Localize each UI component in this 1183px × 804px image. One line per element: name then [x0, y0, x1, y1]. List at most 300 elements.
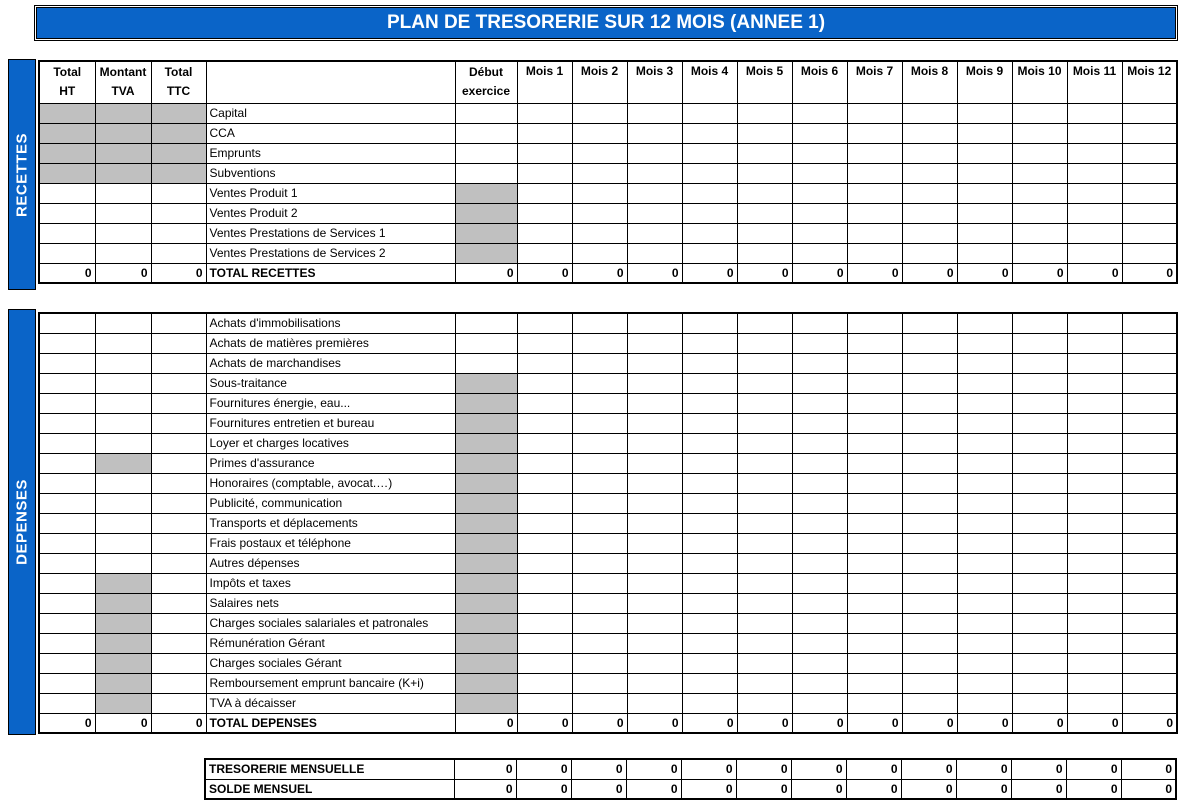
- depenses-cell-month-8[interactable]: [902, 533, 957, 553]
- depenses-cell-month-2[interactable]: [572, 373, 627, 393]
- recettes-cell-month-1[interactable]: [517, 163, 572, 183]
- depenses-cell-month-4[interactable]: [682, 473, 737, 493]
- depenses-cell-month-3[interactable]: [627, 553, 682, 573]
- depenses-cell-month-4[interactable]: [682, 693, 737, 713]
- depenses-cell-month-6[interactable]: [792, 413, 847, 433]
- recettes-cell-month-9[interactable]: [957, 243, 1012, 263]
- depenses-cell-month-9[interactable]: [957, 313, 1012, 333]
- recettes-cell-month-9[interactable]: [957, 203, 1012, 223]
- depenses-cell-ht[interactable]: [39, 333, 95, 353]
- depenses-cell-month-11[interactable]: [1067, 613, 1122, 633]
- depenses-cell-month-6[interactable]: [792, 313, 847, 333]
- recettes-cell-month-12[interactable]: [1122, 123, 1177, 143]
- depenses-cell-month-12[interactable]: [1122, 433, 1177, 453]
- depenses-cell-debut[interactable]: [455, 553, 517, 573]
- depenses-cell-month-12[interactable]: [1122, 533, 1177, 553]
- depenses-cell-month-9[interactable]: [957, 333, 1012, 353]
- recettes-cell-month-12[interactable]: [1122, 163, 1177, 183]
- depenses-cell-month-9[interactable]: [957, 593, 1012, 613]
- depenses-cell-month-9[interactable]: [957, 393, 1012, 413]
- recettes-cell-ht[interactable]: [39, 203, 95, 223]
- depenses-cell-month-6[interactable]: [792, 473, 847, 493]
- depenses-cell-month-9[interactable]: [957, 473, 1012, 493]
- depenses-cell-month-4[interactable]: [682, 633, 737, 653]
- depenses-cell-month-4[interactable]: [682, 393, 737, 413]
- depenses-cell-month-4[interactable]: [682, 553, 737, 573]
- depenses-cell-month-6[interactable]: [792, 493, 847, 513]
- recettes-cell-month-1[interactable]: [517, 243, 572, 263]
- depenses-cell-month-3[interactable]: [627, 313, 682, 333]
- depenses-cell-month-2[interactable]: [572, 593, 627, 613]
- depenses-cell-month-3[interactable]: [627, 573, 682, 593]
- depenses-cell-tva[interactable]: [95, 473, 151, 493]
- depenses-cell-month-6[interactable]: [792, 553, 847, 573]
- recettes-cell-month-9[interactable]: [957, 143, 1012, 163]
- depenses-cell-ttc[interactable]: [151, 653, 206, 673]
- recettes-cell-month-6[interactable]: [792, 123, 847, 143]
- depenses-cell-ttc[interactable]: [151, 633, 206, 653]
- depenses-cell-month-8[interactable]: [902, 413, 957, 433]
- depenses-cell-month-8[interactable]: [902, 373, 957, 393]
- depenses-cell-ttc[interactable]: [151, 593, 206, 613]
- recettes-cell-month-5[interactable]: [737, 163, 792, 183]
- depenses-cell-ttc[interactable]: [151, 333, 206, 353]
- depenses-cell-tva[interactable]: [95, 453, 151, 473]
- recettes-cell-month-12[interactable]: [1122, 243, 1177, 263]
- depenses-cell-ht[interactable]: [39, 533, 95, 553]
- depenses-cell-month-4[interactable]: [682, 573, 737, 593]
- depenses-cell-month-1[interactable]: [517, 593, 572, 613]
- depenses-cell-month-3[interactable]: [627, 613, 682, 633]
- depenses-cell-month-4[interactable]: [682, 593, 737, 613]
- depenses-cell-month-10[interactable]: [1012, 613, 1067, 633]
- recettes-cell-month-12[interactable]: [1122, 103, 1177, 123]
- depenses-cell-month-10[interactable]: [1012, 413, 1067, 433]
- depenses-cell-month-3[interactable]: [627, 633, 682, 653]
- recettes-cell-month-10[interactable]: [1012, 163, 1067, 183]
- depenses-cell-tva[interactable]: [95, 573, 151, 593]
- recettes-cell-month-3[interactable]: [627, 103, 682, 123]
- depenses-cell-month-12[interactable]: [1122, 553, 1177, 573]
- recettes-cell-month-1[interactable]: [517, 203, 572, 223]
- depenses-cell-month-7[interactable]: [847, 493, 902, 513]
- recettes-cell-month-4[interactable]: [682, 223, 737, 243]
- depenses-cell-tva[interactable]: [95, 653, 151, 673]
- depenses-cell-month-12[interactable]: [1122, 613, 1177, 633]
- depenses-cell-month-7[interactable]: [847, 393, 902, 413]
- recettes-cell-month-6[interactable]: [792, 143, 847, 163]
- depenses-cell-month-3[interactable]: [627, 673, 682, 693]
- depenses-cell-month-6[interactable]: [792, 673, 847, 693]
- depenses-cell-month-10[interactable]: [1012, 373, 1067, 393]
- depenses-cell-month-5[interactable]: [737, 613, 792, 633]
- depenses-cell-month-8[interactable]: [902, 693, 957, 713]
- depenses-cell-ht[interactable]: [39, 473, 95, 493]
- depenses-cell-month-9[interactable]: [957, 573, 1012, 593]
- depenses-cell-ttc[interactable]: [151, 413, 206, 433]
- depenses-cell-month-11[interactable]: [1067, 433, 1122, 453]
- depenses-cell-ttc[interactable]: [151, 353, 206, 373]
- depenses-cell-tva[interactable]: [95, 553, 151, 573]
- depenses-cell-debut[interactable]: [455, 673, 517, 693]
- depenses-cell-month-6[interactable]: [792, 653, 847, 673]
- depenses-cell-ht[interactable]: [39, 453, 95, 473]
- depenses-cell-ttc[interactable]: [151, 313, 206, 333]
- recettes-cell-tva[interactable]: [95, 103, 151, 123]
- depenses-cell-ht[interactable]: [39, 693, 95, 713]
- depenses-cell-month-11[interactable]: [1067, 353, 1122, 373]
- recettes-cell-month-4[interactable]: [682, 123, 737, 143]
- recettes-cell-month-7[interactable]: [847, 163, 902, 183]
- depenses-cell-ttc[interactable]: [151, 433, 206, 453]
- depenses-cell-month-4[interactable]: [682, 413, 737, 433]
- depenses-cell-month-4[interactable]: [682, 373, 737, 393]
- recettes-cell-month-5[interactable]: [737, 143, 792, 163]
- recettes-cell-month-11[interactable]: [1067, 103, 1122, 123]
- depenses-cell-month-10[interactable]: [1012, 593, 1067, 613]
- recettes-cell-month-6[interactable]: [792, 163, 847, 183]
- recettes-cell-month-6[interactable]: [792, 203, 847, 223]
- recettes-cell-ht[interactable]: [39, 243, 95, 263]
- recettes-cell-month-4[interactable]: [682, 103, 737, 123]
- recettes-cell-month-12[interactable]: [1122, 203, 1177, 223]
- depenses-cell-month-3[interactable]: [627, 693, 682, 713]
- recettes-cell-debut[interactable]: [455, 123, 517, 143]
- depenses-cell-month-11[interactable]: [1067, 513, 1122, 533]
- recettes-cell-ht[interactable]: [39, 183, 95, 203]
- depenses-cell-month-11[interactable]: [1067, 453, 1122, 473]
- depenses-cell-month-3[interactable]: [627, 493, 682, 513]
- depenses-cell-month-4[interactable]: [682, 353, 737, 373]
- depenses-cell-ht[interactable]: [39, 493, 95, 513]
- recettes-cell-month-3[interactable]: [627, 183, 682, 203]
- recettes-cell-month-11[interactable]: [1067, 203, 1122, 223]
- depenses-cell-ht[interactable]: [39, 573, 95, 593]
- depenses-cell-month-3[interactable]: [627, 433, 682, 453]
- recettes-cell-ttc[interactable]: [151, 103, 206, 123]
- depenses-cell-month-7[interactable]: [847, 553, 902, 573]
- recettes-cell-ht[interactable]: [39, 163, 95, 183]
- depenses-cell-month-7[interactable]: [847, 613, 902, 633]
- depenses-cell-month-2[interactable]: [572, 473, 627, 493]
- depenses-cell-ht[interactable]: [39, 393, 95, 413]
- recettes-cell-month-3[interactable]: [627, 243, 682, 263]
- depenses-cell-debut[interactable]: [455, 573, 517, 593]
- recettes-cell-month-2[interactable]: [572, 203, 627, 223]
- recettes-cell-ht[interactable]: [39, 123, 95, 143]
- depenses-cell-month-10[interactable]: [1012, 653, 1067, 673]
- recettes-cell-ttc[interactable]: [151, 243, 206, 263]
- recettes-cell-month-8[interactable]: [902, 123, 957, 143]
- recettes-cell-month-9[interactable]: [957, 103, 1012, 123]
- recettes-cell-month-10[interactable]: [1012, 123, 1067, 143]
- depenses-cell-month-10[interactable]: [1012, 553, 1067, 573]
- depenses-cell-month-8[interactable]: [902, 593, 957, 613]
- depenses-cell-ttc[interactable]: [151, 453, 206, 473]
- depenses-cell-month-1[interactable]: [517, 453, 572, 473]
- depenses-cell-month-7[interactable]: [847, 413, 902, 433]
- depenses-cell-month-4[interactable]: [682, 333, 737, 353]
- depenses-cell-month-5[interactable]: [737, 573, 792, 593]
- recettes-cell-month-7[interactable]: [847, 143, 902, 163]
- recettes-cell-month-5[interactable]: [737, 203, 792, 223]
- depenses-cell-ht[interactable]: [39, 353, 95, 373]
- depenses-cell-month-3[interactable]: [627, 533, 682, 553]
- depenses-cell-month-5[interactable]: [737, 453, 792, 473]
- recettes-cell-month-9[interactable]: [957, 183, 1012, 203]
- depenses-cell-month-12[interactable]: [1122, 673, 1177, 693]
- depenses-cell-month-6[interactable]: [792, 533, 847, 553]
- depenses-cell-month-1[interactable]: [517, 553, 572, 573]
- depenses-cell-month-9[interactable]: [957, 633, 1012, 653]
- depenses-cell-month-12[interactable]: [1122, 453, 1177, 473]
- depenses-cell-month-5[interactable]: [737, 333, 792, 353]
- depenses-cell-ttc[interactable]: [151, 373, 206, 393]
- depenses-cell-debut[interactable]: [455, 473, 517, 493]
- depenses-cell-month-10[interactable]: [1012, 353, 1067, 373]
- depenses-cell-debut[interactable]: [455, 693, 517, 713]
- depenses-cell-month-5[interactable]: [737, 493, 792, 513]
- depenses-cell-month-3[interactable]: [627, 333, 682, 353]
- depenses-cell-month-6[interactable]: [792, 693, 847, 713]
- depenses-cell-tva[interactable]: [95, 393, 151, 413]
- recettes-cell-month-3[interactable]: [627, 143, 682, 163]
- recettes-cell-month-1[interactable]: [517, 143, 572, 163]
- depenses-cell-month-2[interactable]: [572, 333, 627, 353]
- recettes-cell-month-12[interactable]: [1122, 183, 1177, 203]
- depenses-cell-ht[interactable]: [39, 613, 95, 633]
- depenses-cell-tva[interactable]: [95, 493, 151, 513]
- depenses-cell-month-12[interactable]: [1122, 693, 1177, 713]
- depenses-cell-month-5[interactable]: [737, 413, 792, 433]
- depenses-cell-month-10[interactable]: [1012, 313, 1067, 333]
- depenses-cell-month-4[interactable]: [682, 313, 737, 333]
- depenses-cell-month-11[interactable]: [1067, 693, 1122, 713]
- depenses-cell-month-10[interactable]: [1012, 393, 1067, 413]
- recettes-cell-debut[interactable]: [455, 183, 517, 203]
- depenses-cell-month-4[interactable]: [682, 533, 737, 553]
- depenses-cell-month-9[interactable]: [957, 553, 1012, 573]
- depenses-cell-month-11[interactable]: [1067, 673, 1122, 693]
- depenses-cell-month-6[interactable]: [792, 573, 847, 593]
- recettes-cell-month-7[interactable]: [847, 243, 902, 263]
- recettes-cell-month-4[interactable]: [682, 163, 737, 183]
- depenses-cell-month-12[interactable]: [1122, 313, 1177, 333]
- depenses-cell-month-10[interactable]: [1012, 573, 1067, 593]
- recettes-cell-month-5[interactable]: [737, 123, 792, 143]
- depenses-cell-month-9[interactable]: [957, 433, 1012, 453]
- recettes-cell-month-11[interactable]: [1067, 143, 1122, 163]
- depenses-cell-month-4[interactable]: [682, 673, 737, 693]
- depenses-cell-month-6[interactable]: [792, 613, 847, 633]
- recettes-cell-month-2[interactable]: [572, 243, 627, 263]
- depenses-cell-month-8[interactable]: [902, 573, 957, 593]
- depenses-cell-month-12[interactable]: [1122, 393, 1177, 413]
- depenses-cell-month-10[interactable]: [1012, 453, 1067, 473]
- recettes-cell-month-8[interactable]: [902, 223, 957, 243]
- depenses-cell-month-8[interactable]: [902, 473, 957, 493]
- recettes-cell-month-7[interactable]: [847, 223, 902, 243]
- depenses-cell-month-2[interactable]: [572, 673, 627, 693]
- depenses-cell-month-2[interactable]: [572, 653, 627, 673]
- depenses-cell-month-1[interactable]: [517, 613, 572, 633]
- recettes-cell-ttc[interactable]: [151, 123, 206, 143]
- depenses-cell-month-11[interactable]: [1067, 593, 1122, 613]
- depenses-cell-month-3[interactable]: [627, 413, 682, 433]
- depenses-cell-month-6[interactable]: [792, 433, 847, 453]
- depenses-cell-month-7[interactable]: [847, 593, 902, 613]
- depenses-cell-month-1[interactable]: [517, 353, 572, 373]
- depenses-cell-month-9[interactable]: [957, 613, 1012, 633]
- depenses-cell-month-5[interactable]: [737, 673, 792, 693]
- depenses-cell-debut[interactable]: [455, 313, 517, 333]
- recettes-cell-month-2[interactable]: [572, 163, 627, 183]
- depenses-cell-ttc[interactable]: [151, 553, 206, 573]
- depenses-cell-month-7[interactable]: [847, 353, 902, 373]
- depenses-cell-month-11[interactable]: [1067, 633, 1122, 653]
- depenses-cell-month-2[interactable]: [572, 533, 627, 553]
- depenses-cell-debut[interactable]: [455, 353, 517, 373]
- recettes-cell-debut[interactable]: [455, 223, 517, 243]
- depenses-cell-tva[interactable]: [95, 533, 151, 553]
- depenses-cell-month-1[interactable]: [517, 413, 572, 433]
- depenses-cell-month-7[interactable]: [847, 693, 902, 713]
- depenses-cell-month-11[interactable]: [1067, 393, 1122, 413]
- depenses-cell-month-9[interactable]: [957, 453, 1012, 473]
- recettes-cell-ht[interactable]: [39, 103, 95, 123]
- depenses-cell-month-1[interactable]: [517, 653, 572, 673]
- depenses-cell-month-1[interactable]: [517, 433, 572, 453]
- recettes-cell-debut[interactable]: [455, 103, 517, 123]
- depenses-cell-month-6[interactable]: [792, 373, 847, 393]
- depenses-cell-month-7[interactable]: [847, 433, 902, 453]
- recettes-cell-debut[interactable]: [455, 203, 517, 223]
- depenses-cell-debut[interactable]: [455, 533, 517, 553]
- depenses-cell-month-1[interactable]: [517, 473, 572, 493]
- depenses-cell-month-2[interactable]: [572, 453, 627, 473]
- depenses-cell-month-5[interactable]: [737, 553, 792, 573]
- depenses-cell-month-8[interactable]: [902, 313, 957, 333]
- depenses-cell-month-3[interactable]: [627, 353, 682, 373]
- recettes-cell-tva[interactable]: [95, 183, 151, 203]
- depenses-cell-month-9[interactable]: [957, 373, 1012, 393]
- depenses-cell-month-11[interactable]: [1067, 653, 1122, 673]
- recettes-cell-debut[interactable]: [455, 243, 517, 263]
- recettes-cell-month-6[interactable]: [792, 223, 847, 243]
- depenses-cell-month-3[interactable]: [627, 393, 682, 413]
- depenses-cell-month-9[interactable]: [957, 493, 1012, 513]
- depenses-cell-month-8[interactable]: [902, 333, 957, 353]
- depenses-cell-month-5[interactable]: [737, 473, 792, 493]
- depenses-cell-month-5[interactable]: [737, 633, 792, 653]
- recettes-cell-month-11[interactable]: [1067, 223, 1122, 243]
- depenses-cell-month-10[interactable]: [1012, 433, 1067, 453]
- recettes-cell-month-4[interactable]: [682, 143, 737, 163]
- depenses-cell-month-5[interactable]: [737, 373, 792, 393]
- depenses-cell-month-10[interactable]: [1012, 493, 1067, 513]
- recettes-cell-debut[interactable]: [455, 163, 517, 183]
- recettes-cell-month-10[interactable]: [1012, 223, 1067, 243]
- recettes-cell-month-1[interactable]: [517, 183, 572, 203]
- depenses-cell-month-8[interactable]: [902, 353, 957, 373]
- depenses-cell-month-2[interactable]: [572, 393, 627, 413]
- depenses-cell-month-1[interactable]: [517, 333, 572, 353]
- depenses-cell-month-5[interactable]: [737, 533, 792, 553]
- depenses-cell-tva[interactable]: [95, 413, 151, 433]
- depenses-cell-month-10[interactable]: [1012, 473, 1067, 493]
- depenses-cell-month-4[interactable]: [682, 613, 737, 633]
- depenses-cell-month-12[interactable]: [1122, 493, 1177, 513]
- depenses-cell-ttc[interactable]: [151, 533, 206, 553]
- recettes-cell-month-4[interactable]: [682, 183, 737, 203]
- depenses-cell-month-7[interactable]: [847, 653, 902, 673]
- recettes-cell-month-7[interactable]: [847, 203, 902, 223]
- depenses-cell-ht[interactable]: [39, 433, 95, 453]
- depenses-cell-ttc[interactable]: [151, 693, 206, 713]
- depenses-cell-month-7[interactable]: [847, 453, 902, 473]
- depenses-cell-month-9[interactable]: [957, 353, 1012, 373]
- depenses-cell-month-3[interactable]: [627, 453, 682, 473]
- depenses-cell-month-10[interactable]: [1012, 633, 1067, 653]
- depenses-cell-month-2[interactable]: [572, 613, 627, 633]
- depenses-cell-ht[interactable]: [39, 513, 95, 533]
- recettes-cell-month-3[interactable]: [627, 123, 682, 143]
- depenses-cell-month-6[interactable]: [792, 633, 847, 653]
- depenses-cell-debut[interactable]: [455, 393, 517, 413]
- recettes-cell-month-1[interactable]: [517, 223, 572, 243]
- recettes-cell-month-5[interactable]: [737, 223, 792, 243]
- recettes-cell-month-9[interactable]: [957, 163, 1012, 183]
- depenses-cell-month-2[interactable]: [572, 633, 627, 653]
- depenses-cell-month-1[interactable]: [517, 633, 572, 653]
- depenses-cell-month-6[interactable]: [792, 333, 847, 353]
- depenses-cell-tva[interactable]: [95, 613, 151, 633]
- recettes-cell-month-1[interactable]: [517, 103, 572, 123]
- depenses-cell-month-2[interactable]: [572, 573, 627, 593]
- depenses-cell-month-12[interactable]: [1122, 633, 1177, 653]
- depenses-cell-month-1[interactable]: [517, 673, 572, 693]
- depenses-cell-month-1[interactable]: [517, 573, 572, 593]
- depenses-cell-ht[interactable]: [39, 633, 95, 653]
- depenses-cell-month-1[interactable]: [517, 693, 572, 713]
- recettes-cell-ttc[interactable]: [151, 163, 206, 183]
- depenses-cell-month-2[interactable]: [572, 553, 627, 573]
- depenses-cell-month-2[interactable]: [572, 353, 627, 373]
- depenses-cell-ttc[interactable]: [151, 493, 206, 513]
- recettes-cell-month-5[interactable]: [737, 243, 792, 263]
- depenses-cell-tva[interactable]: [95, 433, 151, 453]
- recettes-cell-month-11[interactable]: [1067, 123, 1122, 143]
- depenses-cell-month-2[interactable]: [572, 693, 627, 713]
- depenses-cell-month-8[interactable]: [902, 613, 957, 633]
- depenses-cell-ht[interactable]: [39, 373, 95, 393]
- recettes-cell-month-4[interactable]: [682, 203, 737, 223]
- depenses-cell-month-9[interactable]: [957, 413, 1012, 433]
- recettes-cell-month-2[interactable]: [572, 123, 627, 143]
- depenses-cell-debut[interactable]: [455, 653, 517, 673]
- depenses-cell-month-12[interactable]: [1122, 333, 1177, 353]
- depenses-cell-month-4[interactable]: [682, 653, 737, 673]
- depenses-cell-month-1[interactable]: [517, 373, 572, 393]
- recettes-cell-month-3[interactable]: [627, 163, 682, 183]
- recettes-cell-tva[interactable]: [95, 163, 151, 183]
- depenses-cell-month-4[interactable]: [682, 513, 737, 533]
- recettes-cell-month-8[interactable]: [902, 103, 957, 123]
- depenses-cell-month-5[interactable]: [737, 693, 792, 713]
- depenses-cell-month-3[interactable]: [627, 373, 682, 393]
- depenses-cell-month-3[interactable]: [627, 473, 682, 493]
- depenses-cell-tva[interactable]: [95, 373, 151, 393]
